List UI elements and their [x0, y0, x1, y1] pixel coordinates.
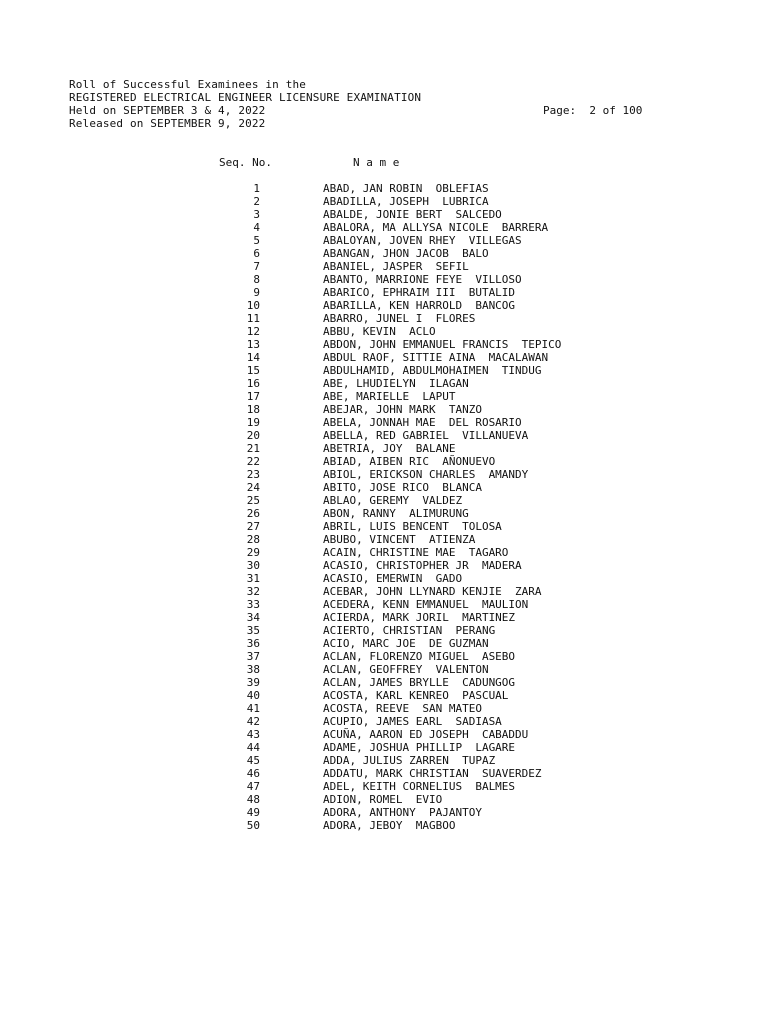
seq-number: 7 [253, 260, 260, 273]
examinee-name: ABARILLA, KEN HARROLD BANCOG [323, 299, 516, 312]
seq-number: 40 [246, 689, 260, 702]
list-item [0, 182, 768, 195]
list-item [0, 546, 768, 559]
examinee-name: ADORA, JEBOY MAGBOO [323, 819, 456, 832]
examinee-name: ABETRIA, JOY BALANE [323, 442, 456, 455]
held-date-line: Held on SEPTEMBER 3 & 4, 2022 [69, 104, 266, 117]
seq-number: 48 [246, 793, 260, 806]
examinee-name: ABANGAN, JHON JACOB BALO [323, 247, 489, 260]
examinee-name: ABALOYAN, JOVEN RHEY VILLEGAS [323, 234, 522, 247]
list-item [0, 689, 768, 702]
seq-number: 33 [246, 598, 260, 611]
list-item [0, 442, 768, 455]
examinee-name: ABELLA, RED GABRIEL VILLANUEVA [323, 429, 529, 442]
seq-number: 20 [246, 429, 260, 442]
list-item [0, 793, 768, 806]
examinee-name: ABALDE, JONIE BERT SALCEDO [323, 208, 502, 221]
seq-number: 45 [246, 754, 260, 767]
list-item [0, 650, 768, 663]
list-item [0, 351, 768, 364]
examinee-name: ABADILLA, JOSEPH LUBRICA [323, 195, 489, 208]
list-item [0, 312, 768, 325]
name-column-header: N a m e [353, 156, 400, 169]
seq-number: 1 [253, 182, 260, 195]
seq-number: 21 [246, 442, 260, 455]
seq-number: 37 [246, 650, 260, 663]
examinee-name: ACEDERA, KENN EMMANUEL MAULION [323, 598, 529, 611]
seq-number: 28 [246, 533, 260, 546]
examinee-name: ACLAN, FLORENZO MIGUEL ASEBO [323, 650, 516, 663]
seq-number: 50 [246, 819, 260, 832]
examinee-name: ADION, ROMEL EVIO [323, 793, 443, 806]
list-item [0, 533, 768, 546]
list-item [0, 299, 768, 312]
seq-number: 30 [246, 559, 260, 572]
examinee-name: ABBU, KEVIN ACLO [323, 325, 436, 338]
list-item [0, 403, 768, 416]
examinee-name: ADDATU, MARK CHRISTIAN SUAVERDEZ [323, 767, 542, 780]
seq-number: 32 [246, 585, 260, 598]
examinee-name: ABRIL, LUIS BENCENT TOLOSA [323, 520, 502, 533]
seq-number: 31 [246, 572, 260, 585]
list-item [0, 286, 768, 299]
page-indicator: Page: 2 of 100 [543, 104, 643, 117]
examinee-name: ACIERTO, CHRISTIAN PERANG [323, 624, 496, 637]
examinee-name: ABITO, JOSE RICO BLANCA [323, 481, 482, 494]
examinee-name: ACEBAR, JOHN LLYNARD KENJIE ZARA [323, 585, 542, 598]
examinee-name: ABIAD, AIBEN RIC AÑONUEVO [323, 455, 496, 468]
examinee-name: ABAD, JAN ROBIN OBLEFIAS [323, 182, 489, 195]
examinee-name: ABARICO, EPHRAIM III BUTALID [323, 286, 516, 299]
seq-number: 27 [246, 520, 260, 533]
examinee-name: ABEJAR, JOHN MARK TANZO [323, 403, 482, 416]
list-item [0, 325, 768, 338]
seq-number: 5 [253, 234, 260, 247]
examinee-list [0, 182, 768, 832]
list-item [0, 520, 768, 533]
list-item [0, 429, 768, 442]
list-item [0, 728, 768, 741]
list-item [0, 598, 768, 611]
list-item [0, 819, 768, 832]
list-item [0, 377, 768, 390]
list-item [0, 273, 768, 286]
seq-number: 2 [253, 195, 260, 208]
examinee-name: ACIO, MARC JOE DE GUZMAN [323, 637, 489, 650]
list-item [0, 767, 768, 780]
list-item [0, 364, 768, 377]
seq-number: 26 [246, 507, 260, 520]
seq-number: 46 [246, 767, 260, 780]
seq-number: 4 [253, 221, 260, 234]
list-item [0, 715, 768, 728]
examinee-name: ACOSTA, REEVE SAN MATEO [323, 702, 482, 715]
examinee-name: ACUÑA, AARON ED JOSEPH CABADDU [323, 728, 529, 741]
examinee-name: ABARRO, JUNEL I FLORES [323, 312, 476, 325]
list-item [0, 260, 768, 273]
list-item [0, 481, 768, 494]
seq-number: 15 [246, 364, 260, 377]
seq-number: 41 [246, 702, 260, 715]
list-item [0, 247, 768, 260]
examinee-name: ABDUL RAOF, SITTIE AINA MACALAWAN [323, 351, 549, 364]
examinee-name: ABLAO, GEREMY VALDEZ [323, 494, 463, 507]
seq-number: 38 [246, 663, 260, 676]
seq-number: 24 [246, 481, 260, 494]
examinee-name: ABANTO, MARRIONE FEYE VILLOSO [323, 273, 522, 286]
seq-number: 29 [246, 546, 260, 559]
list-item [0, 741, 768, 754]
seq-number: 44 [246, 741, 260, 754]
examinee-name: ACLAN, JAMES BRYLLE CADUNGOG [323, 676, 516, 689]
list-item [0, 208, 768, 221]
list-item [0, 754, 768, 767]
list-item [0, 702, 768, 715]
examinee-name: ACAIN, CHRISTINE MAE TAGARO [323, 546, 509, 559]
doc-title-line: Roll of Successful Examinees in the [69, 78, 307, 91]
list-item [0, 455, 768, 468]
examinee-name: ADAME, JOSHUA PHILLIP LAGARE [323, 741, 516, 754]
list-item [0, 221, 768, 234]
list-item [0, 507, 768, 520]
seq-number: 19 [246, 416, 260, 429]
seq-number: 10 [246, 299, 260, 312]
examinee-name: ADDA, JULIUS ZARREN TUPAZ [323, 754, 496, 767]
list-item [0, 195, 768, 208]
list-item [0, 806, 768, 819]
list-item [0, 611, 768, 624]
examinee-name: ABELA, JONNAH MAE DEL ROSARIO [323, 416, 522, 429]
seq-number: 16 [246, 377, 260, 390]
list-item [0, 468, 768, 481]
exam-name-line: REGISTERED ELECTRICAL ENGINEER LICENSURE EXAMINATION [69, 91, 422, 104]
list-item [0, 637, 768, 650]
seq-number: 8 [253, 273, 260, 286]
list-item [0, 234, 768, 247]
examinee-name: ACOSTA, KARL KENREO PASCUAL [323, 689, 509, 702]
examinee-name: ACUPIO, JAMES EARL SADIASA [323, 715, 502, 728]
seq-number: 39 [246, 676, 260, 689]
examinee-name: ACASIO, CHRISTOPHER JR MADERA [323, 559, 522, 572]
seq-column-header: Seq. No. [219, 156, 272, 169]
examinee-name: ABE, MARIELLE LAPUT [323, 390, 456, 403]
seq-number: 42 [246, 715, 260, 728]
list-item [0, 585, 768, 598]
examinee-name: ABIOL, ERICKSON CHARLES AMANDY [323, 468, 529, 481]
list-item [0, 624, 768, 637]
seq-number: 9 [253, 286, 260, 299]
seq-number: 14 [246, 351, 260, 364]
seq-number: 35 [246, 624, 260, 637]
seq-number: 25 [246, 494, 260, 507]
seq-number: 17 [246, 390, 260, 403]
list-item [0, 559, 768, 572]
list-item [0, 416, 768, 429]
seq-number: 47 [246, 780, 260, 793]
list-item [0, 676, 768, 689]
seq-number: 22 [246, 455, 260, 468]
seq-number: 36 [246, 637, 260, 650]
seq-number: 6 [253, 247, 260, 260]
released-date-line: Released on SEPTEMBER 9, 2022 [69, 117, 266, 130]
examinee-name: ADORA, ANTHONY PAJANTOY [323, 806, 482, 819]
seq-number: 11 [246, 312, 260, 325]
examinee-name: ABE, LHUDIELYN ILAGAN [323, 377, 469, 390]
examinee-name: ACLAN, GEOFFREY VALENTON [323, 663, 489, 676]
list-item [0, 494, 768, 507]
seq-number: 3 [253, 208, 260, 221]
list-item [0, 780, 768, 793]
examinee-name: ACASIO, EMERWIN GADO [323, 572, 463, 585]
examinee-name: ABON, RANNY ALIMURUNG [323, 507, 469, 520]
seq-number: 43 [246, 728, 260, 741]
examinee-name: ABUBO, VINCENT ATIENZA [323, 533, 476, 546]
seq-number: 13 [246, 338, 260, 351]
seq-number: 34 [246, 611, 260, 624]
examinee-name: ABDON, JOHN EMMANUEL FRANCIS TEPICO [323, 338, 562, 351]
list-item [0, 390, 768, 403]
seq-number: 18 [246, 403, 260, 416]
examinee-name: ACIERDA, MARK JORIL MARTINEZ [323, 611, 516, 624]
examinee-name: ABANIEL, JASPER SEFIL [323, 260, 469, 273]
examinee-name: ABALORA, MA ALLYSA NICOLE BARRERA [323, 221, 549, 234]
seq-number: 12 [246, 325, 260, 338]
list-item [0, 338, 768, 351]
seq-number: 23 [246, 468, 260, 481]
list-item [0, 572, 768, 585]
examinee-name: ADEL, KEITH CORNELIUS BALMES [323, 780, 516, 793]
list-item [0, 663, 768, 676]
seq-number: 49 [246, 806, 260, 819]
examinee-name: ABDULHAMID, ABDULMOHAIMEN TINDUG [323, 364, 542, 377]
